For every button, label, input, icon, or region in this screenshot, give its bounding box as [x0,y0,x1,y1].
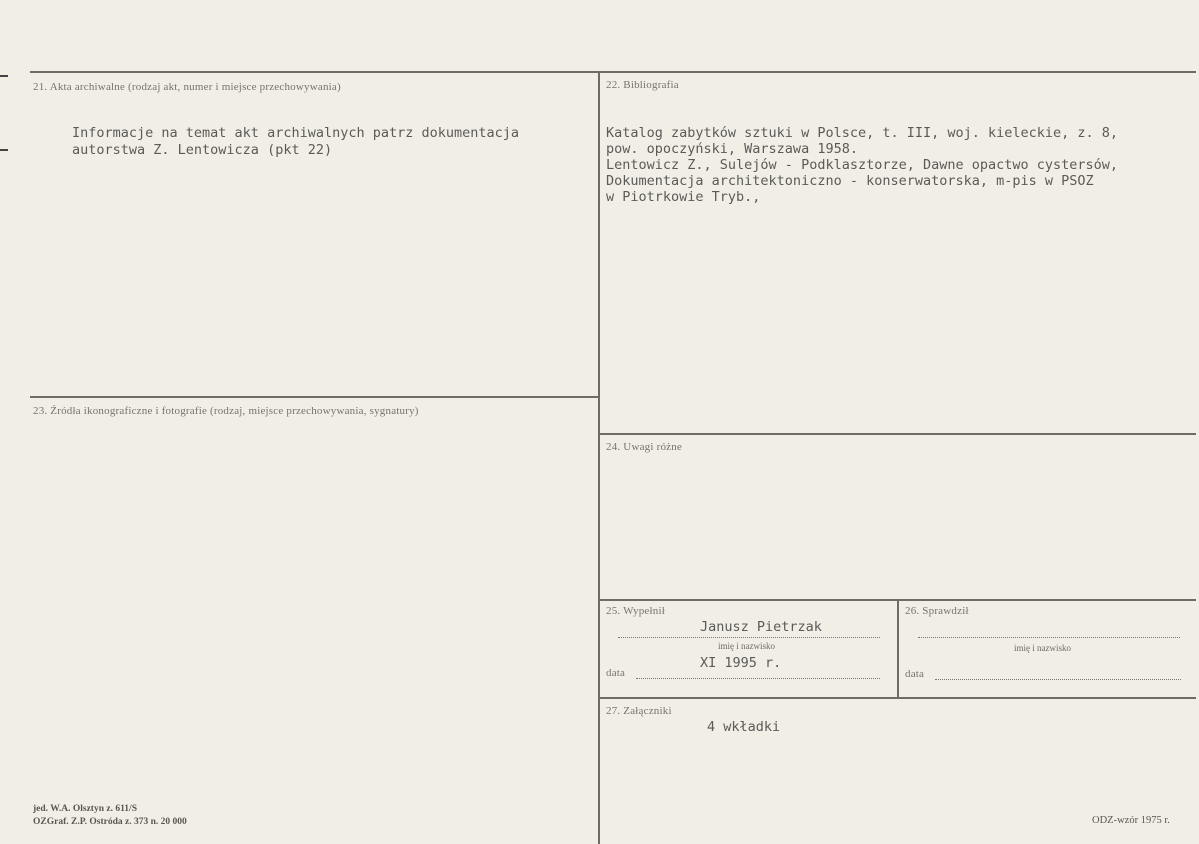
date-line-25 [636,678,880,679]
rule-25-27 [600,697,1196,699]
bibliography-line1: Katalog zabytków sztuki w Polsce, t. III, woj. kieleckie, z. 8, [606,125,1119,141]
top-rule [30,71,1196,73]
bibliography-line3: Lentowicz Z., Sulejów - Podklasztorze, Dawne opactwo cystersów, [606,157,1119,173]
center-divider [598,72,600,844]
section-21-label: 21. Akta archiwalne (rodzaj akt, numer i miejsce przechowywania) [33,81,341,93]
attachments-text: 4 wkładki [707,719,781,735]
footer-print-line1: jed. W.A. Olsztyn z. 611/S [33,804,137,814]
bibliography-line5: w Piotrkowie Tryb., [606,189,761,205]
section-26-date-label: data [905,668,925,680]
section-25-label: 25. Wypełnił [606,605,665,617]
section-23-label: 23. Źródła ikonograficzne i fotografie (rodzaj, miejsce przechowywania, sygnatury) [33,405,419,417]
bibliography-line4: Dokumentacja architektoniczno - konserwatorska, m-pis w PSOZ [606,173,1094,189]
filled-by-name: Janusz Pietrzak [700,619,822,635]
date-line-26 [935,679,1181,680]
section-22-label: 22. Bibliografia [606,79,679,91]
edge-mark-mid [0,149,8,151]
section-26-label: 26. Sprawdził [905,605,969,617]
section-24-label: 24. Uwagi różne [606,441,683,453]
name-line-26 [918,637,1180,638]
bibliography-line2: pow. opoczyński, Warszawa 1958. [606,141,858,157]
divider-25-26 [897,600,899,698]
rule-22-24 [600,433,1196,435]
section-25-caption: imię i nazwisko [718,641,775,651]
footer-print-line2: OZGraf. Z.P. Ostróda z. 373 n. 20 000 [33,817,187,827]
rule-21-23 [30,396,598,398]
filled-date: XI 1995 r. [700,655,782,671]
section-27-label: 27. Załączniki [606,705,672,717]
name-line-25 [618,637,880,638]
section-25-date-label: data [606,667,626,679]
section-21-text-line2: autorstwa Z. Lentowicza (pkt 22) [72,142,333,158]
edge-mark-top [0,75,8,77]
form-id: ODZ-wzór 1975 r. [1092,815,1170,826]
section-26-caption: imię i nazwisko [1014,643,1071,653]
section-21-text-line1: Informacje na temat akt archiwalnych patrz dokumentacja [72,125,520,141]
